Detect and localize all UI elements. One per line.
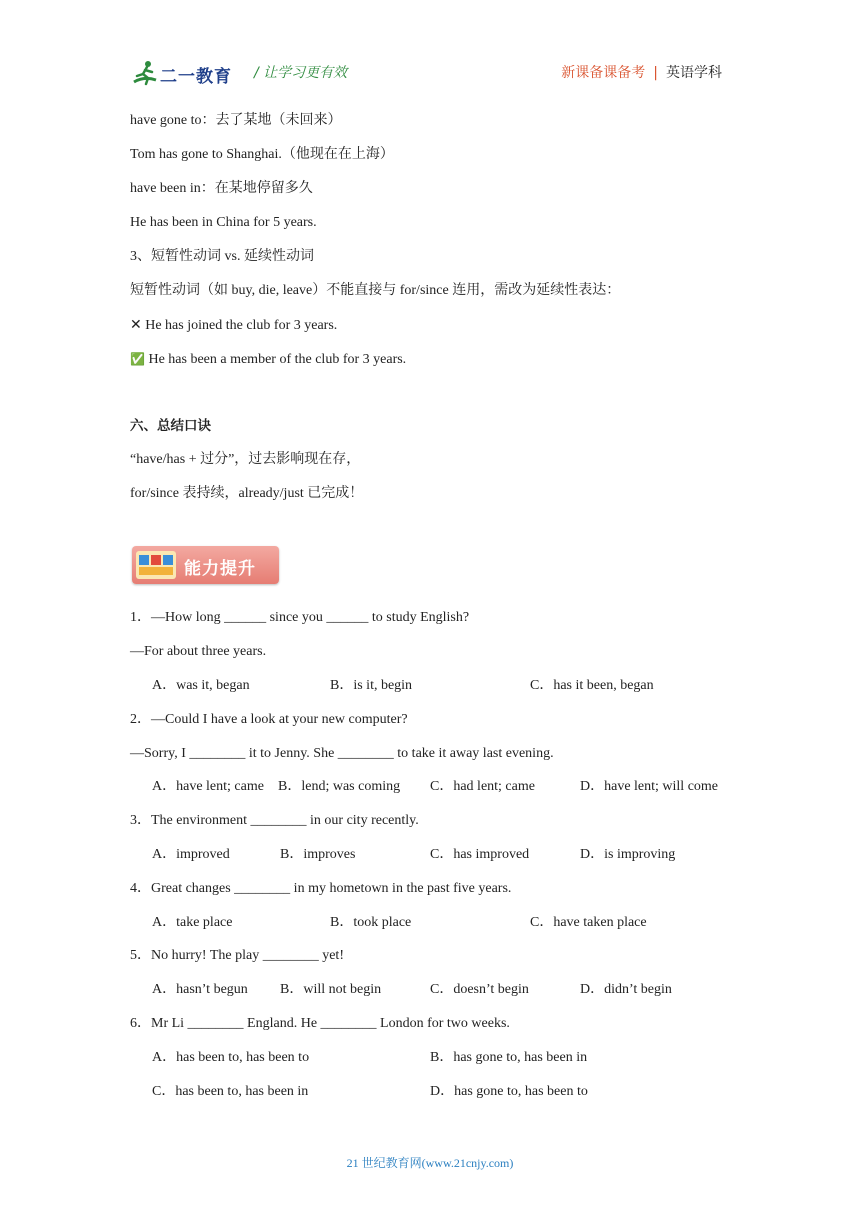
note-line: have gone to：去了某地（未回来） (130, 113, 342, 128)
option-a[interactable]: A．improved (152, 847, 230, 862)
header-course: 新课备课备考 (561, 65, 646, 81)
note-line: Tom has gone to Shanghai.（他现在在上海） (130, 147, 394, 162)
right-example-text: He has been a member of the club for 3 years. (144, 352, 407, 367)
option-a[interactable]: A．was it, began (152, 678, 250, 693)
page-header (130, 56, 730, 90)
section-heading: 3、短暂性动词 vs. 延续性动词 (130, 249, 314, 264)
option-a[interactable]: A．has been to, has been to (152, 1050, 310, 1065)
option-c[interactable]: C．doesn’t begin (430, 982, 529, 997)
runner-logo-icon (130, 58, 160, 88)
header-separator: | (653, 65, 658, 81)
note-line: He has been in China for 5 years. (130, 215, 317, 230)
note-line: 短暂性动词（如 buy, die, leave）不能直接与 for/since 连用，需改为延续性表达： (130, 283, 621, 298)
option-c[interactable]: C．has improved (430, 847, 530, 862)
option-d[interactable]: D．have lent; will come (580, 779, 719, 794)
banner-icon (136, 551, 176, 579)
option-b[interactable]: B．improves (280, 847, 356, 862)
summary-line: for/since 表持续，already/just 已完成！ (130, 486, 364, 501)
option-d[interactable]: D．has gone to, has been to (430, 1084, 588, 1099)
option-c[interactable]: C．has been to, has been in (152, 1084, 309, 1099)
option-a[interactable]: A．hasn’t begun (152, 982, 248, 997)
question-stem: 5．No hurry! The play ________ yet! (130, 948, 344, 963)
option-b[interactable]: B．lend; was coming (278, 779, 401, 794)
header-subject (561, 62, 722, 82)
logo-text: 二一教育 (160, 67, 232, 87)
question-stem: 4．Great changes ________ in my hometown in the past five years. (130, 881, 512, 896)
option-d[interactable]: D．didn’t begin (580, 982, 672, 997)
option-b[interactable]: B．is it, begin (330, 678, 413, 693)
option-c[interactable]: C．had lent; came (430, 779, 535, 794)
option-d[interactable]: D．is improving (580, 847, 676, 862)
option-c[interactable]: C．have taken place (530, 915, 647, 930)
ability-banner (132, 546, 279, 584)
right-example (130, 350, 406, 369)
note-line: have been in：在某地停留多久 (130, 181, 313, 196)
question-stem: 3．The environment ________ in our city recently. (130, 813, 419, 828)
page-footer[interactable]: 21 世纪教育网(www.21cnjy.com) (346, 1156, 514, 1170)
question-stem: 1．—How long ______ since you ______ to study English? (130, 610, 470, 625)
option-b[interactable]: B．took place (330, 915, 412, 930)
summary-title: 六、总结口诀 (130, 418, 211, 434)
logo (130, 56, 250, 90)
question-stem: —Sorry, I ________ it to Jenny. She ________ to take it away last evening. (130, 746, 554, 761)
people-icon (136, 551, 176, 579)
question-stem: —For about three years. (130, 644, 267, 659)
wrong-example-text: He has joined the club for 3 years. (141, 318, 338, 333)
cross-icon: ✕ (130, 317, 142, 333)
option-a[interactable]: A．take place (152, 915, 233, 930)
question-stem: 6．Mr Li ________ England. He ________ London for two weeks. (130, 1016, 510, 1031)
option-a[interactable]: A．have lent; came (152, 779, 264, 794)
check-icon: ✅ (130, 352, 145, 366)
summary-line: “have/has + 过分”，过去影响现在存， (130, 452, 361, 467)
header-subject-label: 英语学科 (666, 65, 722, 81)
question-stem: 2．—Could I have a look at your new computer? (130, 712, 408, 727)
banner-label: 能力提升 (184, 559, 256, 579)
option-b[interactable]: B．has gone to, has been in (430, 1050, 588, 1065)
wrong-example (130, 316, 337, 335)
option-b[interactable]: B．will not begin (280, 982, 382, 997)
slogan: / 让学习更有效 (254, 65, 348, 81)
option-c[interactable]: C．has it been, began (530, 678, 654, 693)
